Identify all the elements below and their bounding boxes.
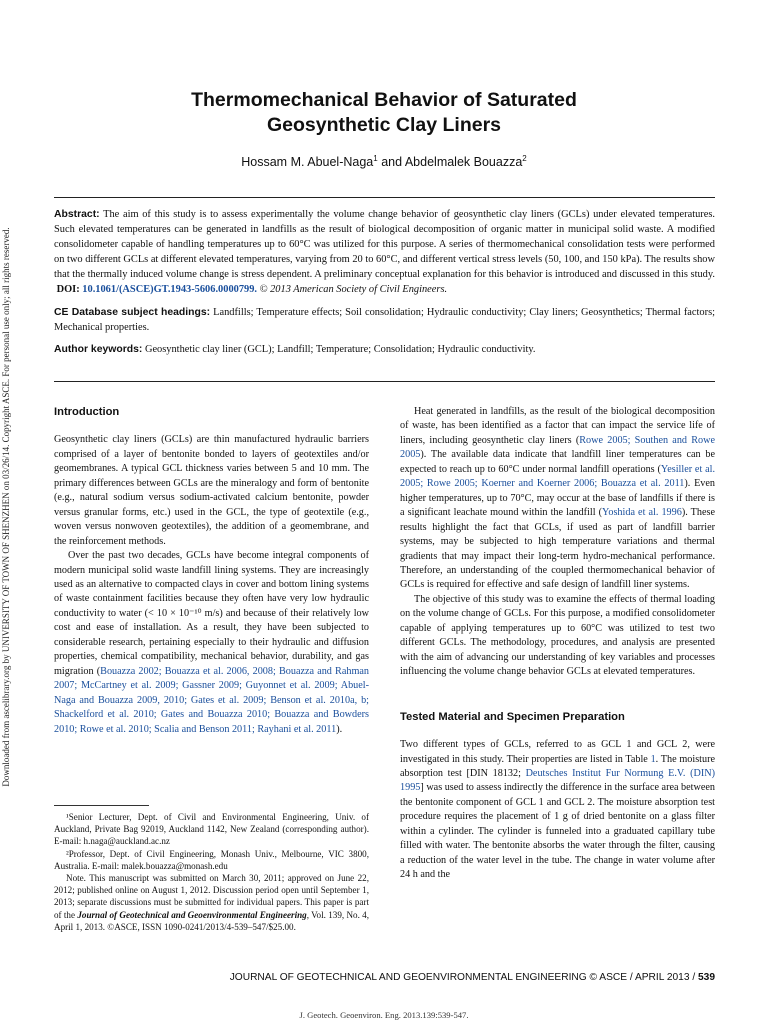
abstract-text: The aim of this study is to assess experimentally the volume change behavior of geosynthetic clay liners (GCLs) under elevated temperatures. Such elevated temperatures can be generated in landfills as the result of biological decomposition of organic matter in municipal solid waste. A modified consolidometer capable of handling temperatures up to 60°C was utilized for this purpose. A series of thermomechanical consolidation tests were performed on two different GCLs at different elevated temperatures, varying from 20 to 60°C, and different vertical stress levels (50, 100, and 150 kPa). The results show that the thermally induced volume change is stress dependent. A preliminary conceptual explanation for this behavior is introduced and discussed in this study.	[54, 209, 715, 281]
right-p1-ref-2[interactable]: Yesiller et al. 2005; Rowe 2005; Koerner and Koerner 2006; Bouazza et al. 2011	[400, 463, 715, 490]
footnote-1: ¹Senior Lecturer, Dept. of Civil and Environmental Engineering, Univ. of Auckland, Private Bag 92019, Auckland 1142, New Zealand (corresponding author). E-mail: h.naga@auckland.ac.nz	[54, 812, 369, 847]
right-p3-text-b: . The moisture absorption test [DIN 18132;	[400, 753, 716, 779]
right-p1-ref-1[interactable]: Rowe 2005; Southen and Rowe 2005	[400, 434, 715, 461]
page-number: 539	[698, 972, 715, 983]
left-column	[54, 405, 369, 737]
footnote-2: ²Professor, Dept. of Civil Engineering, Monash Univ., Melbourne, VIC 3800, Australia. E-mail: malek.bouazza@monash.edu	[54, 848, 369, 871]
footnotes	[54, 811, 369, 933]
author-conjunction: and	[377, 155, 405, 170]
intro-p2-references[interactable]: Bouazza 2002; Bouazza et al. 2006, 2008; Bouazza and Rahman 2007; McCartney et al. 2009; Gassner 2009; Guyonnet et al. 2009; Abuel-Naga and Bouazza 2009, 2010; Gates et al. 2009; Benson et al. 2010a, b; Shackelford et al. 2010; Gates and Bouazza 2010; Bouazza and Bowders 2010; Rowe et al. 2010; Scalia and Benson 2011; Rayhani et al. 2011	[54, 665, 370, 735]
author-keywords-label: Author keywords:	[54, 343, 143, 355]
footnote-note	[54, 872, 369, 933]
intro-p2-end: ).	[336, 723, 343, 735]
intro-paragraph-1: Geosynthetic clay liners (GCLs) are thin manufactured hydraulic barriers comprised of a layer of bentonite bonded to layers of geotextiles and/or geomembranes. A typical GCL thickness varies between 5 and 10 mm. The primary differences between GCLs are the mineralogy and form of bentonite (e.g., natural sodium versus sodium-activated calcium bentonite, powder versus granular forms, etc.) used in the GCL, the type of geotextile (e.g., woven versus nonwoven geotextiles), the addition of a geomembrane, and the reinforcement methods.	[54, 434, 369, 547]
intro-heading: Introduction	[54, 406, 120, 418]
doi-label: DOI:	[54, 284, 83, 296]
table-1-link[interactable]: 1	[650, 753, 656, 765]
ce-headings-label: CE Database subject headings:	[54, 306, 211, 318]
title-line-2: Geosynthetic Clay Liners	[266, 114, 502, 136]
author-keywords	[54, 342, 715, 357]
copyright: © 2013 American Society of Civil Engineers.	[257, 284, 448, 296]
author-1-affiliation: 1	[373, 154, 378, 163]
right-p3-ref[interactable]: Deutsches Institut Fur Normung E.V. (DIN) 1995	[400, 767, 715, 794]
citation-line: J. Geotech. Geoenviron. Eng. 2013.139:539-547.	[299, 1010, 469, 1020]
right-paragraph-2: The objective of this study was to examine the effects of thermal loading on the volume change of GCLs. For this purpose, a modified consolidometer capable of applying temperatures up to 60°C was utilized to test two different GCLs. The methodology, procedures, and analysis are presented with the aim of advancing our understanding of key variables and processes influencing the volume change behavior GCLs at elevated temperatures.	[400, 593, 715, 678]
abstract-bottom-rule	[54, 381, 715, 382]
author-2[interactable]: Abdelmalek Bouazza	[404, 155, 523, 170]
paper-title	[100, 88, 668, 138]
footnote-rule	[54, 805, 149, 806]
author-2-affiliation: 2	[522, 154, 527, 163]
abstract-top-rule	[54, 197, 715, 198]
doi-link[interactable]: 10.1061/(ASCE)GT.1943-5606.0000799.	[82, 284, 258, 296]
right-column	[400, 405, 715, 883]
intro-paragraph-2	[54, 549, 369, 737]
ce-headings-text: Landfills; Temperature effects; Soil consolidation; Hydraulic conductivity; Clay liners; Geosynthetics; Thermal factors; Mechanical properties.	[54, 306, 715, 333]
title-line-1: Thermomechanical Behavior of Saturated	[191, 89, 577, 111]
right-p3-text-c: ] was used to assess indirectly the difference in the surface area between the bentonite component of GCL 1 and GCL 2. The moisture absorption test procedure requires the placement of 1 g of dried bentonite on a glass filter within a cylinder. The cylinder is funneled into a graduated capillary tube filled with water. The bentonite absorbs the water through the filter, causing a reduction of the water level in the tube. The change in water volume after 24 h and the	[400, 782, 715, 881]
right-p1-text-b: ). The available data indicate that landfill liner temperatures can be expected to reach up to 60°C under normal landfill operations (	[400, 449, 715, 475]
right-p1-text-a: Heat generated in landfills, as the result of the biological decomposition of waste, has been identified as a factor that can impact the service life of liners, including geosynthetic clay liners (	[400, 406, 715, 446]
journal-footer-text: JOURNAL OF GEOTECHNICAL AND GEOENVIRONMENTAL ENGINEERING © ASCE / APRIL 2013 /	[229, 972, 698, 983]
note-text: Note. This manuscript was submitted on March 30, 2011; approved on June 22, 2012; published online on August 1, 2012. Discussion period open until September 1, 2013; separate discussions must be submitted for individual papers. This paper is part of the	[54, 873, 369, 920]
abstract-section	[54, 207, 715, 364]
intro-p2-text: Over the past two decades, GCLs have become integral components of modern municipal solid waste landfill lining systems. They are increasingly used as an alternative to compacted clays in cover and bottom lining systems of waste containment facilities because they often have very low hydraulic conductivity to water (< 10 × 10⁻¹⁰ m/s) and because of their relatively low cost and ease of installation. As a result, they have been subjected to considerable research, pertaining especially to their hydraulic and diffusion properties, chemical compatibility, mechanical behavior, durability, and gas migration (	[54, 550, 369, 677]
abstract	[54, 207, 715, 298]
note-text-end: , Vol. 139, No. 4, April 1, 2013. ©ASCE, ISSN 1090-0241/2013/4-539–547/$25.00.	[54, 909, 369, 932]
abstract-label: Abstract:	[54, 209, 100, 220]
author-1[interactable]: Hossam M. Abuel-Naga	[241, 155, 374, 170]
right-p1-text-c: ). Even higher temperatures, up to 70°C, may occur at the base of landfills if there is a significant leachate mound within the landfill (	[400, 478, 716, 519]
author-keywords-text: Geosynthetic clay liner (GCL); Landfill; Temperature; Consolidation; Hydraulic conductivity.	[142, 343, 536, 355]
right-p1-text-d: ). These results highlight the fact that GCLs, if used as part of landfill barrier systems, may be subjected to high temperature variations and thermal gradients that may impact their long-term hydro-mechanical performance. Therefore, an understanding of the coupled thermomechanical behavior of GCLs is required for effective and safe design of landfill liner systems.	[400, 507, 715, 591]
right-paragraph-3	[400, 738, 715, 883]
right-p1-ref-3[interactable]: Yoshida et al. 1996	[602, 507, 682, 519]
author-line	[100, 154, 668, 169]
download-side-note: Downloaded from ascelibrary.org by UNIVERSITY OF TOWN OF SHENZHEN on 03/26/14. Copyright ASCE. For personal use only; all rights reserved.	[1, 227, 11, 787]
note-journal-name: Journal of Geotechnical and Geoenvironmental Engineering	[77, 909, 307, 920]
ce-subject-headings	[54, 305, 715, 335]
right-paragraph-1	[400, 405, 715, 593]
tested-material-heading: Tested Material and Specimen Preparation	[400, 710, 625, 723]
journal-footer	[54, 972, 715, 983]
right-p3-text-a: Two different types of GCLs, referred to as GCL 1 and GCL 2, were investigated in this study. Their properties are listed in Table	[400, 739, 715, 765]
